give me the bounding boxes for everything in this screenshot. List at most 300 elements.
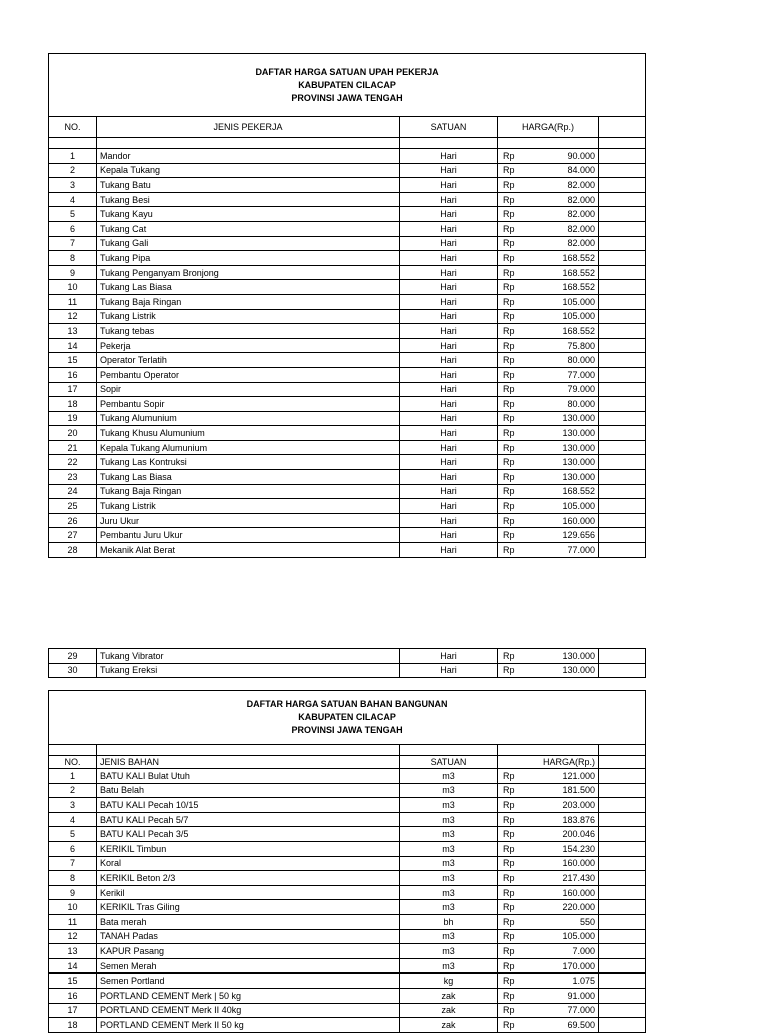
row-no: 1 <box>49 769 97 784</box>
row-no: 2 <box>49 163 97 178</box>
row-name: BATU KALI Pecah 10/15 <box>97 798 400 813</box>
row-unit: Hari <box>400 513 498 528</box>
row-price: 550 <box>534 914 599 929</box>
header-name: JENIS PEKERJA <box>97 117 400 138</box>
row-currency: Rp <box>498 812 534 827</box>
row-name: Pembantu Juru Ukur <box>97 528 400 543</box>
row-currency: Rp <box>498 367 534 382</box>
table-row <box>49 484 646 499</box>
row-extra <box>599 207 646 222</box>
row-extra <box>599 944 646 959</box>
row-currency: Rp <box>498 663 534 678</box>
row-extra <box>599 798 646 813</box>
bahan-title-line-2: KABUPATEN CILACAP <box>298 712 396 722</box>
table-row <box>49 163 646 178</box>
table-row <box>49 988 646 1003</box>
row-unit: Hari <box>400 236 498 251</box>
row-price: 154.230 <box>534 841 599 856</box>
row-extra <box>599 236 646 251</box>
upah-title-line-3: PROVINSI JAWA TENGAH <box>291 92 403 103</box>
row-name: KERIKIL Tras Giling <box>97 900 400 915</box>
table-row <box>49 798 646 813</box>
row-name: Mekanik Alat Berat <box>97 543 400 558</box>
row-name: Tukang Penganyam Bronjong <box>97 265 400 280</box>
row-extra <box>599 338 646 353</box>
row-price: 160.000 <box>534 856 599 871</box>
table-row <box>49 411 646 426</box>
row-currency: Rp <box>498 309 534 324</box>
row-price: 168.552 <box>534 280 599 295</box>
row-unit: Hari <box>400 309 498 324</box>
row-currency: Rp <box>498 513 534 528</box>
row-name: Operator Terlatih <box>97 353 400 368</box>
row-currency: Rp <box>498 178 534 193</box>
row-unit: m3 <box>400 929 498 944</box>
row-unit: m3 <box>400 885 498 900</box>
upah-title-line-2: KABUPATEN CILACAP <box>298 79 396 90</box>
row-currency: Rp <box>498 251 534 266</box>
row-price: 130.000 <box>534 455 599 470</box>
header-extra <box>599 756 646 769</box>
row-unit: Hari <box>400 499 498 514</box>
row-no: 11 <box>49 294 97 309</box>
row-extra <box>599 914 646 929</box>
row-currency: Rp <box>498 221 534 236</box>
row-price: 77.000 <box>534 543 599 558</box>
row-no: 13 <box>49 324 97 339</box>
row-no: 3 <box>49 798 97 813</box>
row-no: 7 <box>49 856 97 871</box>
row-no: 26 <box>49 513 97 528</box>
row-extra <box>599 649 646 664</box>
row-no: 24 <box>49 484 97 499</box>
row-no: 21 <box>49 440 97 455</box>
row-unit: Hari <box>400 280 498 295</box>
table-row <box>49 543 646 558</box>
row-extra <box>599 440 646 455</box>
row-no: 6 <box>49 841 97 856</box>
upah-title-line-1: DAFTAR HARGA SATUAN UPAH PEKERJA <box>255 66 439 77</box>
bahan-header-row <box>49 756 646 769</box>
row-extra <box>599 265 646 280</box>
row-no: 14 <box>49 338 97 353</box>
row-extra <box>599 149 646 164</box>
row-unit: zak <box>400 1018 498 1033</box>
row-currency: Rp <box>498 382 534 397</box>
bahan-title <box>49 691 646 745</box>
row-name: PORTLAND CEMENT Merk II 40kg <box>97 1003 400 1018</box>
header-unit: SATUAN <box>400 756 498 769</box>
table-row <box>49 783 646 798</box>
row-unit: Hari <box>400 338 498 353</box>
row-name: BATU KALI Bulat Utuh <box>97 769 400 784</box>
row-unit: Hari <box>400 411 498 426</box>
table-row <box>49 944 646 959</box>
row-unit: Hari <box>400 207 498 222</box>
row-price: 130.000 <box>534 649 599 664</box>
header-extra <box>599 117 646 138</box>
row-name: PORTLAND CEMENT Merk | 50 kg <box>97 988 400 1003</box>
row-name: Batu Belah <box>97 783 400 798</box>
table-row <box>49 455 646 470</box>
row-no: 8 <box>49 871 97 886</box>
table-row <box>49 769 646 784</box>
row-extra <box>599 280 646 295</box>
row-price: 168.552 <box>534 265 599 280</box>
table-row <box>49 958 646 973</box>
table-row <box>49 426 646 441</box>
row-unit: Hari <box>400 543 498 558</box>
row-price: 217.430 <box>534 871 599 886</box>
row-unit: Hari <box>400 149 498 164</box>
row-price: 105.000 <box>534 309 599 324</box>
row-unit: Hari <box>400 192 498 207</box>
row-name: Tukang Besi <box>97 192 400 207</box>
row-price: 82.000 <box>534 236 599 251</box>
row-currency: Rp <box>498 783 534 798</box>
row-unit: Hari <box>400 353 498 368</box>
row-unit: m3 <box>400 783 498 798</box>
row-name: Sopir <box>97 382 400 397</box>
row-no: 12 <box>49 929 97 944</box>
row-no: 1 <box>49 149 97 164</box>
row-name: KERIKIL Beton 2/3 <box>97 871 400 886</box>
row-name: Tukang Vibrator <box>97 649 400 664</box>
row-currency: Rp <box>498 324 534 339</box>
row-currency: Rp <box>498 871 534 886</box>
row-currency: Rp <box>498 265 534 280</box>
row-no: 4 <box>49 812 97 827</box>
row-currency: Rp <box>498 856 534 871</box>
row-extra <box>599 309 646 324</box>
row-unit: Hari <box>400 484 498 499</box>
row-currency: Rp <box>498 236 534 251</box>
table-row <box>49 841 646 856</box>
row-currency: Rp <box>498 397 534 412</box>
table-row <box>49 353 646 368</box>
row-unit: Hari <box>400 649 498 664</box>
table-row <box>49 663 646 678</box>
row-price: 84.000 <box>534 163 599 178</box>
row-currency: Rp <box>498 1018 534 1033</box>
row-currency: Rp <box>498 944 534 959</box>
row-extra <box>599 397 646 412</box>
row-extra <box>599 353 646 368</box>
row-extra <box>599 988 646 1003</box>
row-name: Juru Ukur <box>97 513 400 528</box>
bahan-table <box>48 690 646 1033</box>
row-price: 90.000 <box>534 149 599 164</box>
row-currency: Rp <box>498 769 534 784</box>
row-no: 11 <box>49 914 97 929</box>
header-price: HARGA(Rp.) <box>498 117 599 138</box>
row-unit: zak <box>400 988 498 1003</box>
row-name: Pembantu Operator <box>97 367 400 382</box>
row-no: 9 <box>49 265 97 280</box>
row-no: 20 <box>49 426 97 441</box>
table-row <box>49 251 646 266</box>
header-name: JENIS BAHAN <box>97 756 400 769</box>
row-no: 23 <box>49 470 97 485</box>
row-currency: Rp <box>498 929 534 944</box>
row-no: 15 <box>49 353 97 368</box>
table-row <box>49 470 646 485</box>
row-unit: m3 <box>400 769 498 784</box>
row-name: Tukang Ereksi <box>97 663 400 678</box>
row-no: 25 <box>49 499 97 514</box>
row-name: Mandor <box>97 149 400 164</box>
row-price: 80.000 <box>534 397 599 412</box>
row-unit: Hari <box>400 663 498 678</box>
row-currency: Rp <box>498 973 534 988</box>
row-name: Kerikil <box>97 885 400 900</box>
row-name: Kepala Tukang Alumunium <box>97 440 400 455</box>
table-row <box>49 914 646 929</box>
row-extra <box>599 455 646 470</box>
row-unit: m3 <box>400 856 498 871</box>
row-extra <box>599 513 646 528</box>
table-row <box>49 649 646 664</box>
table-row <box>49 1003 646 1018</box>
row-extra <box>599 958 646 973</box>
row-name: Koral <box>97 856 400 871</box>
row-no: 16 <box>49 367 97 382</box>
row-unit: m3 <box>400 798 498 813</box>
row-unit: Hari <box>400 470 498 485</box>
row-price: 220.000 <box>534 900 599 915</box>
row-no: 5 <box>49 207 97 222</box>
table-row <box>49 280 646 295</box>
row-unit: Hari <box>400 528 498 543</box>
row-price: 82.000 <box>534 221 599 236</box>
row-price: 77.000 <box>534 1003 599 1018</box>
row-price: 1.075 <box>534 973 599 988</box>
row-name: TANAH Padas <box>97 929 400 944</box>
table-row <box>49 338 646 353</box>
row-currency: Rp <box>498 528 534 543</box>
row-currency: Rp <box>498 1003 534 1018</box>
row-extra <box>599 382 646 397</box>
row-name: Tukang Las Kontruksi <box>97 455 400 470</box>
row-extra <box>599 426 646 441</box>
table-row <box>49 294 646 309</box>
table-row <box>49 192 646 207</box>
upah-blank-row <box>49 138 646 149</box>
row-price: 80.000 <box>534 353 599 368</box>
row-no: 4 <box>49 192 97 207</box>
row-name: Pekerja <box>97 338 400 353</box>
row-name: Tukang Las Biasa <box>97 280 400 295</box>
row-name: Kepala Tukang <box>97 163 400 178</box>
row-price: 91.000 <box>534 988 599 1003</box>
row-name: BATU KALI Pecah 5/7 <box>97 812 400 827</box>
row-price: 168.552 <box>534 324 599 339</box>
row-unit: Hari <box>400 455 498 470</box>
row-name: Tukang tebas <box>97 324 400 339</box>
table-row <box>49 207 646 222</box>
row-extra <box>599 827 646 842</box>
table-row <box>49 440 646 455</box>
row-no: 27 <box>49 528 97 543</box>
row-price: 82.000 <box>534 178 599 193</box>
row-currency: Rp <box>498 280 534 295</box>
header-no: NO. <box>49 117 97 138</box>
row-price: 105.000 <box>534 294 599 309</box>
table-row <box>49 827 646 842</box>
row-currency: Rp <box>498 988 534 1003</box>
row-no: 10 <box>49 900 97 915</box>
table-row <box>49 1018 646 1033</box>
table-row <box>49 178 646 193</box>
row-currency: Rp <box>498 192 534 207</box>
table-row <box>49 856 646 871</box>
row-price: 130.000 <box>534 426 599 441</box>
row-price: 168.552 <box>534 484 599 499</box>
row-currency: Rp <box>498 649 534 664</box>
row-price: 200.046 <box>534 827 599 842</box>
upah-title-row <box>49 54 646 117</box>
row-price: 77.000 <box>534 367 599 382</box>
table-row <box>49 324 646 339</box>
row-extra <box>599 769 646 784</box>
row-unit: zak <box>400 1003 498 1018</box>
table-row <box>49 382 646 397</box>
row-name: KAPUR Pasang <box>97 944 400 959</box>
row-unit: Hari <box>400 324 498 339</box>
row-currency: Rp <box>498 353 534 368</box>
row-no: 16 <box>49 988 97 1003</box>
row-name: Tukang Khusu Alumunium <box>97 426 400 441</box>
table-row <box>49 149 646 164</box>
row-price: 203.000 <box>534 798 599 813</box>
table-row <box>49 236 646 251</box>
row-currency: Rp <box>498 499 534 514</box>
upah-header-row <box>49 117 646 138</box>
bahan-body <box>49 769 646 1033</box>
table-row <box>49 499 646 514</box>
row-unit: Hari <box>400 397 498 412</box>
row-extra <box>599 367 646 382</box>
row-price: 7.000 <box>534 944 599 959</box>
table-row <box>49 221 646 236</box>
row-no: 29 <box>49 649 97 664</box>
row-name: Tukang Las Biasa <box>97 470 400 485</box>
row-unit: Hari <box>400 426 498 441</box>
row-unit: Hari <box>400 382 498 397</box>
row-price: 105.000 <box>534 929 599 944</box>
row-unit: m3 <box>400 812 498 827</box>
table-row <box>49 397 646 412</box>
row-name: Tukang Listrik <box>97 499 400 514</box>
row-name: Semen Merah <box>97 958 400 973</box>
row-name: Tukang Pipa <box>97 251 400 266</box>
table-row <box>49 367 646 382</box>
table-row <box>49 900 646 915</box>
row-unit: Hari <box>400 265 498 280</box>
row-unit: Hari <box>400 367 498 382</box>
row-name: Bata merah <box>97 914 400 929</box>
row-unit: Hari <box>400 221 498 236</box>
row-price: 82.000 <box>534 207 599 222</box>
row-price: 82.000 <box>534 192 599 207</box>
row-name: Tukang Alumunium <box>97 411 400 426</box>
upah-table <box>48 53 646 558</box>
row-unit: Hari <box>400 440 498 455</box>
row-name: Tukang Batu <box>97 178 400 193</box>
row-name: Tukang Gali <box>97 236 400 251</box>
row-extra <box>599 856 646 871</box>
table-row <box>49 885 646 900</box>
row-no: 19 <box>49 411 97 426</box>
header-price: HARGA(Rp.) <box>498 756 599 769</box>
row-unit: Hari <box>400 163 498 178</box>
row-name: Tukang Cat <box>97 221 400 236</box>
row-price: 130.000 <box>534 470 599 485</box>
row-currency: Rp <box>498 841 534 856</box>
row-currency: Rp <box>498 914 534 929</box>
row-price: 130.000 <box>534 663 599 678</box>
row-no: 22 <box>49 455 97 470</box>
row-currency: Rp <box>498 207 534 222</box>
row-currency: Rp <box>498 440 534 455</box>
row-unit: Hari <box>400 251 498 266</box>
row-extra <box>599 871 646 886</box>
row-price: 130.000 <box>534 440 599 455</box>
row-extra <box>599 499 646 514</box>
row-no: 7 <box>49 236 97 251</box>
row-extra <box>599 294 646 309</box>
row-currency: Rp <box>498 958 534 973</box>
row-extra <box>599 812 646 827</box>
row-currency: Rp <box>498 827 534 842</box>
upah-cont-body <box>49 649 646 678</box>
row-no: 18 <box>49 1018 97 1033</box>
row-price: 130.000 <box>534 411 599 426</box>
row-currency: Rp <box>498 484 534 499</box>
row-extra <box>599 251 646 266</box>
row-price: 160.000 <box>534 513 599 528</box>
row-extra <box>599 470 646 485</box>
header-unit: SATUAN <box>400 117 498 138</box>
row-extra <box>599 885 646 900</box>
row-currency: Rp <box>498 543 534 558</box>
row-extra <box>599 1018 646 1033</box>
bahan-blank-row <box>49 745 646 756</box>
row-extra <box>599 663 646 678</box>
upah-table-continued <box>48 648 646 678</box>
upah-title <box>49 54 646 117</box>
row-no: 5 <box>49 827 97 842</box>
row-currency: Rp <box>498 455 534 470</box>
row-price: 183.876 <box>534 812 599 827</box>
row-extra <box>599 900 646 915</box>
upah-body <box>49 149 646 558</box>
row-no: 17 <box>49 1003 97 1018</box>
row-price: 121.000 <box>534 769 599 784</box>
table-row <box>49 528 646 543</box>
row-extra <box>599 221 646 236</box>
row-currency: Rp <box>498 798 534 813</box>
row-currency: Rp <box>498 411 534 426</box>
table-row <box>49 929 646 944</box>
bahan-title-row <box>49 691 646 745</box>
row-price: 79.000 <box>534 382 599 397</box>
row-price: 75.800 <box>534 338 599 353</box>
row-unit: bh <box>400 914 498 929</box>
row-extra <box>599 783 646 798</box>
row-extra <box>599 528 646 543</box>
row-no: 17 <box>49 382 97 397</box>
